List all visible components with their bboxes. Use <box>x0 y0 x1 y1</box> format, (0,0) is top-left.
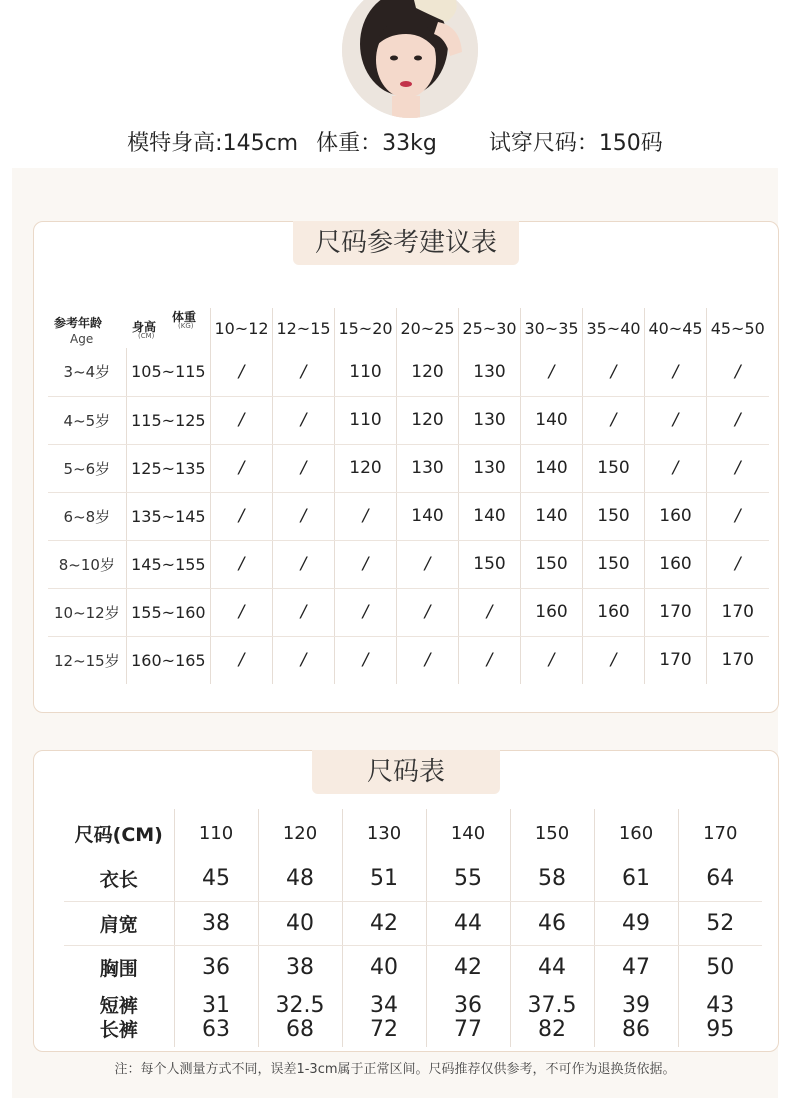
weight-header: 25~30 <box>459 308 521 348</box>
weight-header: 35~40 <box>583 308 645 348</box>
pants-cell <box>510 989 594 1047</box>
weight-header: 40~45 <box>645 308 707 348</box>
size-cell: / <box>397 636 459 684</box>
size-cell: / <box>273 444 335 492</box>
size-cell: 130 <box>459 444 521 492</box>
size-cell: / <box>459 588 521 636</box>
measurement-cell: 38 <box>174 901 258 945</box>
size-cell: / <box>273 540 335 588</box>
size-cell: / <box>583 348 645 396</box>
size-cell: 120 <box>397 348 459 396</box>
shorts-value: 37.5 <box>527 993 577 1018</box>
corner-weight-unit: (KG) <box>178 322 194 330</box>
age-cell: 3~4岁 <box>48 348 126 396</box>
weight-header: 10~12 <box>211 308 273 348</box>
size-cell: 170 <box>645 588 707 636</box>
model-info-line <box>0 124 790 158</box>
recommendation-row <box>48 444 769 492</box>
shorts-label: 短裤 <box>99 995 138 1017</box>
height-cell: 135~145 <box>126 492 210 540</box>
size-cell: / <box>273 396 335 444</box>
size-cell: / <box>707 540 769 588</box>
measurement-cell: 52 <box>678 901 762 945</box>
model-size-text: 试穿尺码：150码 <box>488 130 663 156</box>
size-cell: / <box>335 540 397 588</box>
measurement-cell: 40 <box>258 901 342 945</box>
measurement-row <box>64 945 762 989</box>
size-cell: / <box>273 348 335 396</box>
disclaimer-note: 注：每个人测量方式不同，误差1-3cm属于正常区间。尺码推荐仅供参考，不可作为退换货依据。 <box>114 1062 676 1077</box>
long-value: 72 <box>370 1017 398 1042</box>
size-cell: 140 <box>521 396 583 444</box>
size-cell: 170 <box>707 588 769 636</box>
size-cell: / <box>211 492 273 540</box>
pants-cell <box>258 989 342 1047</box>
table-corner-cell <box>48 308 211 348</box>
height-cell: 160~165 <box>126 636 210 684</box>
age-cell: 6~8岁 <box>48 492 126 540</box>
size-cell: 160 <box>645 492 707 540</box>
age-cell: 10~12岁 <box>48 588 126 636</box>
recommendation-row <box>48 396 769 444</box>
model-portrait-illustration <box>342 0 478 118</box>
recommendation-row <box>48 540 769 588</box>
recommendation-row <box>48 348 769 396</box>
shorts-value: 32.5 <box>275 993 325 1018</box>
weight-header: 12~15 <box>273 308 335 348</box>
size-cell: 130 <box>459 348 521 396</box>
measurement-row <box>64 901 762 945</box>
model-height-text: 模特身高:145cm <box>127 130 299 156</box>
size-cell: / <box>645 396 707 444</box>
measurement-cell: 64 <box>678 857 762 901</box>
size-cell: / <box>707 492 769 540</box>
size-cell: / <box>335 492 397 540</box>
size-cell: / <box>273 492 335 540</box>
measurement-cell: 38 <box>258 945 342 989</box>
age-cell: 8~10岁 <box>48 540 126 588</box>
size-cell: 150 <box>521 540 583 588</box>
size-cell: 110 <box>335 396 397 444</box>
size-cell: / <box>211 444 273 492</box>
size-cell: 130 <box>459 396 521 444</box>
size-cell: / <box>707 444 769 492</box>
size-cell: / <box>335 588 397 636</box>
recommendation-row <box>48 588 769 636</box>
size-header-row <box>64 809 762 857</box>
long-value: 68 <box>286 1017 314 1042</box>
size-cell: / <box>707 396 769 444</box>
size-cell: 140 <box>459 492 521 540</box>
size-cell: / <box>211 396 273 444</box>
measurement-label: 肩宽 <box>64 901 174 945</box>
size-cell: / <box>583 396 645 444</box>
long-pants-label: 长裤 <box>99 1019 138 1041</box>
age-cell: 5~6岁 <box>48 444 126 492</box>
weight-header: 20~25 <box>397 308 459 348</box>
height-cell: 105~115 <box>126 348 210 396</box>
size-cell: 170 <box>645 636 707 684</box>
pants-cell <box>174 989 258 1047</box>
size-header-cell: 160 <box>594 809 678 857</box>
size-cell: 130 <box>397 444 459 492</box>
weight-header: 15~20 <box>335 308 397 348</box>
measurement-cell: 48 <box>258 857 342 901</box>
measurement-cell: 42 <box>426 945 510 989</box>
recommendation-row <box>48 636 769 684</box>
measurement-cell: 45 <box>174 857 258 901</box>
size-cell: / <box>583 636 645 684</box>
measurement-cell: 47 <box>594 945 678 989</box>
weight-header: 45~50 <box>710 318 765 338</box>
size-cell: / <box>211 636 273 684</box>
long-value: 77 <box>454 1017 482 1042</box>
size-cell: / <box>645 444 707 492</box>
recommendation-row <box>48 492 769 540</box>
size-chart-card <box>33 750 779 1052</box>
size-header-cell: 150 <box>510 809 594 857</box>
measurement-label: 衣长 <box>64 857 174 901</box>
size-cell: / <box>707 348 769 396</box>
size-header-cell: 130 <box>342 809 426 857</box>
size-cell: 170 <box>721 650 754 671</box>
size-cell: / <box>397 540 459 588</box>
size-cell: / <box>397 588 459 636</box>
shorts-value: 31 <box>202 993 230 1018</box>
measurement-cell: 55 <box>426 857 510 901</box>
size-cell: 160 <box>583 588 645 636</box>
measurement-cell: 50 <box>706 954 735 980</box>
long-value: 86 <box>622 1017 650 1042</box>
corner-height-cn: 身高 <box>132 320 157 334</box>
measurement-cell: 40 <box>342 945 426 989</box>
size-header-cell: 110 <box>174 809 258 857</box>
size-cell: 140 <box>521 492 583 540</box>
size-cell: 160 <box>521 588 583 636</box>
size-chart-table <box>64 809 762 1047</box>
size-cell: / <box>459 636 521 684</box>
age-cell: 12~15岁 <box>48 636 126 684</box>
size-cell: 140 <box>397 492 459 540</box>
recommendation-table <box>48 308 769 684</box>
size-cell: 150 <box>583 540 645 588</box>
size-cell: / <box>211 348 273 396</box>
measurement-cell: 46 <box>510 901 594 945</box>
shorts-value: 34 <box>370 993 398 1018</box>
size-cell: / <box>211 588 273 636</box>
size-cell: / <box>521 636 583 684</box>
corner-age-cn: 参考年龄 <box>54 316 103 330</box>
size-cell: 140 <box>521 444 583 492</box>
corner-age-en: Age <box>70 332 94 346</box>
size-cell: 120 <box>335 444 397 492</box>
recommendation-header-row <box>48 308 769 348</box>
age-cell: 4~5岁 <box>48 396 126 444</box>
measurement-cell: 61 <box>594 857 678 901</box>
pants-cell <box>678 989 762 1047</box>
size-cell: 150 <box>459 540 521 588</box>
size-cell: 150 <box>583 492 645 540</box>
pants-cell <box>594 989 678 1047</box>
measurement-cell: 58 <box>510 857 594 901</box>
size-cell: 120 <box>397 396 459 444</box>
size-cell: 110 <box>335 348 397 396</box>
height-cell: 115~125 <box>126 396 210 444</box>
size-cell: / <box>521 348 583 396</box>
measurement-cell: 44 <box>426 901 510 945</box>
size-recommendation-card <box>33 221 779 713</box>
pants-cell <box>342 989 426 1047</box>
corner-height-unit: (CM) <box>138 332 155 340</box>
pants-row <box>64 989 762 1047</box>
height-cell: 125~135 <box>126 444 210 492</box>
size-cell: / <box>273 588 335 636</box>
height-cell: 145~155 <box>126 540 210 588</box>
size-cell: 150 <box>583 444 645 492</box>
measurement-cell: 42 <box>342 901 426 945</box>
model-avatar <box>342 0 478 118</box>
long-value: 82 <box>538 1017 566 1042</box>
size-cell: 160 <box>645 540 707 588</box>
size-header-label: 尺码(CM) <box>64 809 174 857</box>
measurement-row <box>64 857 762 901</box>
size-cell: / <box>273 636 335 684</box>
size-chart-title: 尺码表 <box>312 750 500 794</box>
long-value: 63 <box>202 1017 230 1042</box>
model-weight-text: 体重：33kg <box>316 130 437 156</box>
measurement-cell: 51 <box>342 857 426 901</box>
weight-header: 30~35 <box>521 308 583 348</box>
size-cell: / <box>211 540 273 588</box>
height-cell: 155~160 <box>126 588 210 636</box>
shorts-value: 43 <box>706 993 735 1018</box>
pants-cell <box>426 989 510 1047</box>
measurement-cell: 44 <box>510 945 594 989</box>
size-cell: / <box>645 348 707 396</box>
recommendation-title: 尺码参考建议表 <box>293 221 519 265</box>
size-header-cell: 170 <box>703 822 738 844</box>
size-header-cell: 140 <box>426 809 510 857</box>
pants-label-cell <box>64 989 174 1047</box>
shorts-value: 39 <box>622 993 650 1018</box>
shorts-value: 36 <box>454 993 482 1018</box>
corner-weight-cn: 体重 <box>172 310 197 324</box>
measurement-label: 胸围 <box>64 945 174 989</box>
size-header-cell: 120 <box>258 809 342 857</box>
measurement-cell: 36 <box>174 945 258 989</box>
long-value: 95 <box>706 1017 735 1042</box>
measurement-cell: 49 <box>594 901 678 945</box>
size-cell: / <box>335 636 397 684</box>
